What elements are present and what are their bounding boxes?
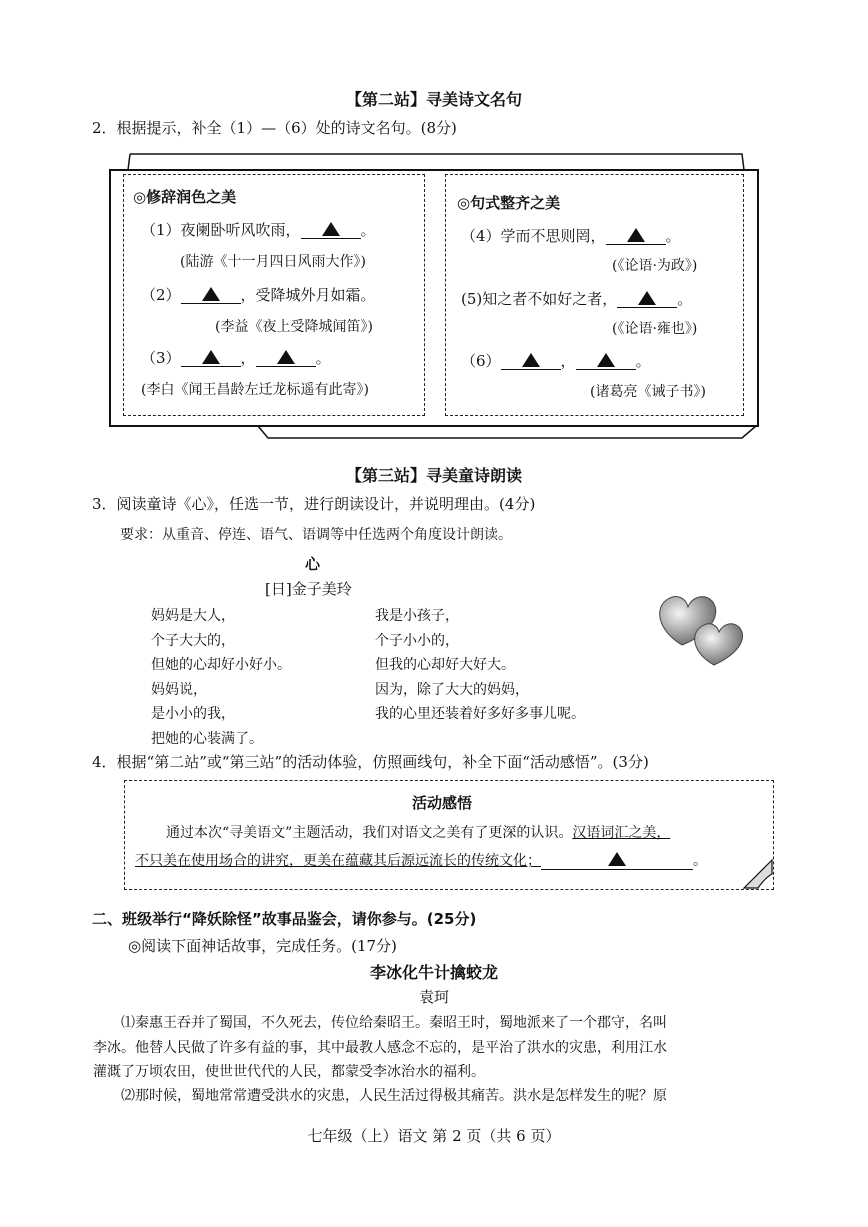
source-6: (诸葛亮《诫子书》) xyxy=(590,384,706,400)
story-paragraph-2: ⑵那时候，蜀地常常遭受洪水的灾患，人民生活过得极其痛苦。洪水是怎样发生的呢？原 xyxy=(121,1088,667,1104)
source-3: (李白《闻王昌龄左迁龙标遥有此寄》) xyxy=(141,382,369,398)
requirement: 要求：从重音、停连、语气、语调等中任选两个角度设计朗读。 xyxy=(120,527,512,543)
story-paragraph-1-line-2: 李冰。他替人民做了许多有益的事，其中最教人感念不忘的，是平治了洪水的灾患，利用江水 xyxy=(93,1040,667,1056)
triangle-icon xyxy=(522,353,540,367)
answer-blank-2[interactable] xyxy=(181,287,241,304)
source-5: (《论语·雍也》) xyxy=(612,321,698,337)
poem-author: [日]金子美玲 xyxy=(265,580,352,598)
story-title: 李冰化牛计擒蛟龙 xyxy=(369,963,498,982)
page-footer: 七年级（上）语文 第 2 页（共 6 页） xyxy=(307,1127,561,1145)
poem-line: 但我的心却好大好大。 xyxy=(375,657,515,673)
part2-heading: 二、班级举行“降妖除怪”故事品鉴会，请你参与。(25分) xyxy=(92,910,477,928)
item-5: (5)知之者不如好之者， 。 xyxy=(461,290,693,308)
item-3: （3） ， 。 xyxy=(141,349,331,367)
triangle-icon xyxy=(322,222,340,236)
poem-right-stanza xyxy=(375,604,585,727)
left-box-title: ◎修辞润色之美 xyxy=(133,188,237,206)
item-4: （4）学而不思则罔， 。 xyxy=(461,227,681,245)
hearts-icon xyxy=(652,585,752,670)
item-2: （2） ，受降城外月如霜。 xyxy=(141,286,376,304)
answer-blank-q4[interactable] xyxy=(541,852,693,870)
poem-line: 但她的心却好小好小。 xyxy=(151,657,291,673)
triangle-icon xyxy=(627,228,645,242)
poem-line: 我的心里还装着好多好多事儿呢。 xyxy=(375,706,585,722)
station2-header: 【第二站】寻美诗文名句 xyxy=(345,90,522,109)
poem-line: 因为，除了大大的妈妈， xyxy=(375,681,529,698)
station3-header: 【第三站】寻美童诗朗读 xyxy=(345,466,522,485)
triangle-icon xyxy=(608,852,626,866)
answer-blank-5[interactable] xyxy=(617,291,677,308)
source-1: (陆游《十一月四日风雨大作》) xyxy=(180,254,366,270)
poem-title: 心 xyxy=(305,555,321,573)
item-1: （1）夜阑卧听风吹雨， 。 xyxy=(141,221,376,239)
triangle-icon xyxy=(202,350,220,364)
activity-box-title: 活动感悟 xyxy=(412,794,473,812)
page-curl-icon xyxy=(742,858,776,892)
poem-line: 个子大大的， xyxy=(151,632,235,649)
answer-blank-1[interactable] xyxy=(301,222,361,239)
item-6: （6） ， 。 xyxy=(461,352,651,370)
poem-line: 把她的心装满了。 xyxy=(151,730,263,747)
question-3: 3．阅读童诗《心》，任选一节，进行朗读设计，并说明理由。(4分) xyxy=(92,495,536,513)
answer-blank-3a[interactable] xyxy=(181,350,241,367)
poem-line: 是小小的我， xyxy=(151,706,235,722)
poem-line: 我是小孩子， xyxy=(375,608,459,624)
poem-line: 妈妈是大人， xyxy=(151,608,235,624)
activity-line-1: 通过本次“寻美语文”主题活动，我们对语文之美有了更深的认识。汉语词汇之美， xyxy=(166,825,671,841)
story-paragraph-1: ⑴秦惠王吞并了蜀国，不久死去，传位给秦昭王。秦昭王时，蜀地派来了一个郡守，名叫 xyxy=(121,1015,667,1031)
triangle-icon xyxy=(638,291,656,305)
poem-line: 妈妈说， xyxy=(151,681,207,698)
triangle-icon xyxy=(277,350,295,364)
story-paragraph-1-line-3: 灌溉了万顷农田，使世世代代的人民，都蒙受李冰治水的福利。 xyxy=(93,1064,485,1080)
story-author: 袁珂 xyxy=(418,988,449,1006)
source-2: (李益《夜上受降城闻笛》) xyxy=(215,319,373,335)
source-4: (《论语·为政》) xyxy=(612,258,698,274)
activity-line-2: 不只美在使用场合的讲究，更美在蕴藏其后源远流长的传统文化； 。 xyxy=(135,853,707,869)
question-2: 2．根据提示，补全（1）—（6）处的诗文名句。(8分) xyxy=(92,119,457,137)
question-4: 4．根据“第二站”或“第三站”的活动体验，仿照画线句，补全下面“活动感悟”。(3分) xyxy=(92,753,649,771)
part2-task: ◎阅读下面神话故事，完成任务。(17分) xyxy=(128,937,397,955)
poem-line: 个子小小的， xyxy=(375,632,459,649)
triangle-icon xyxy=(202,287,220,301)
poem-left-stanza xyxy=(151,604,291,751)
answer-blank-3b[interactable] xyxy=(256,350,316,367)
triangle-icon xyxy=(597,353,615,367)
answer-blank-6b[interactable] xyxy=(576,353,636,370)
answer-blank-4[interactable] xyxy=(606,228,666,245)
right-box-title: ◎句式整齐之美 xyxy=(457,194,561,212)
answer-blank-6a[interactable] xyxy=(501,353,561,370)
